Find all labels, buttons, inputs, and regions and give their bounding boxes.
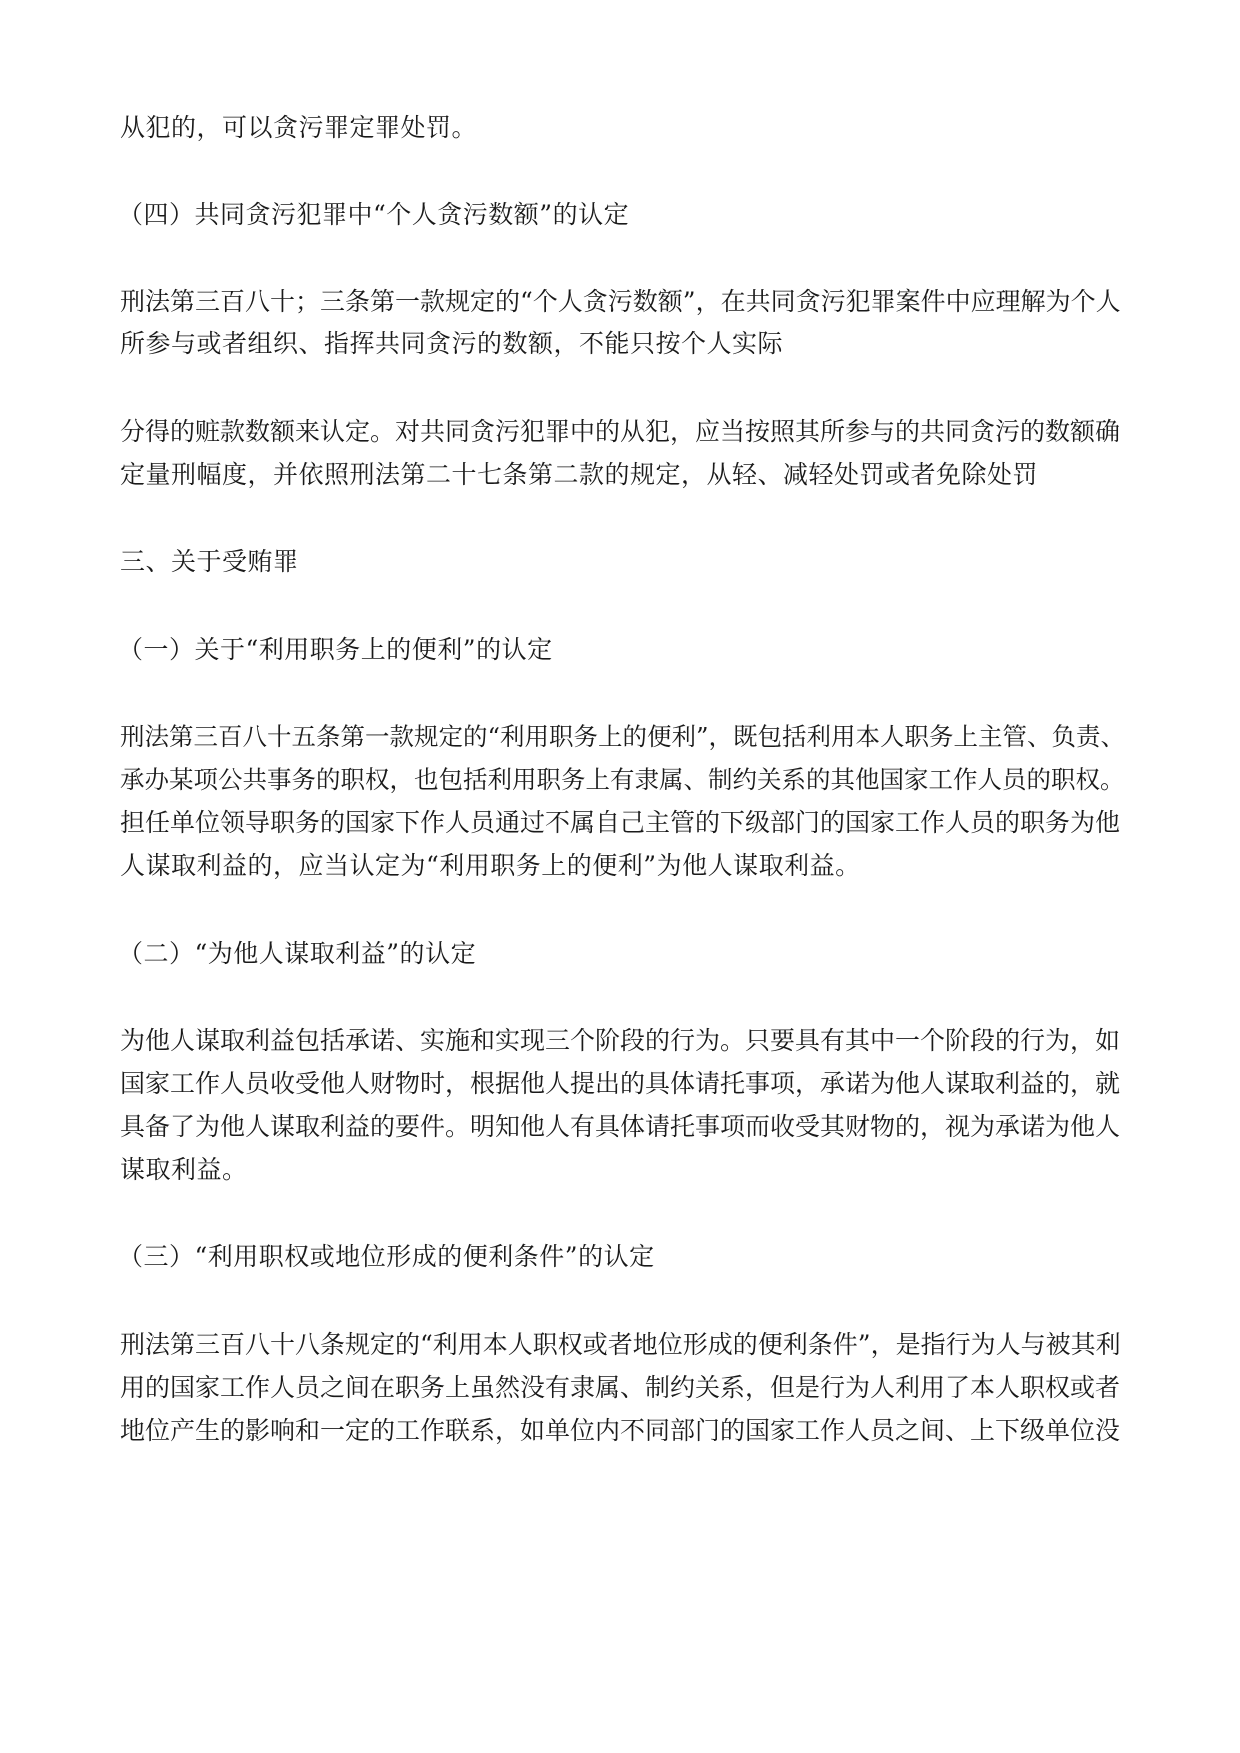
chapter-heading: 三、关于受贿罪 <box>120 547 299 576</box>
section-heading: （一）关于“利用职务上的便利”的认定 <box>118 635 553 664</box>
paragraph-line: 从犯的，可以贪污罪定罪处罚。 <box>120 113 478 142</box>
paragraph-line: 用的国家工作人员之间在职务上虽然没有隶属、制约关系，但是行为人利用了本人职权或者 <box>120 1373 1121 1402</box>
section-heading: （三）“利用职权或地位形成的便利条件”的认定 <box>118 1242 655 1271</box>
paragraph-line: 所参与或者组织、指挥共同贪污的数额，不能只按个人实际 <box>120 329 784 358</box>
paragraph-line: 具备了为他人谋取利益的要件。明知他人有具体请托事项而收受其财物的，视为承诺为他人 <box>120 1112 1121 1141</box>
paragraph-line: 刑法第三百八十八条规定的“利用本人职权或者地位形成的便利条件”，是指行为人与被其利 <box>120 1330 1121 1359</box>
paragraph-line: 谋取利益。 <box>120 1155 248 1184</box>
paragraph-line: 刑法第三百八十；三条第一款规定的“个人贪污数额”，在共同贪污犯罪案件中应理解为个人 <box>120 287 1121 316</box>
section-heading: （二）“为他人谋取利益”的认定 <box>118 939 477 968</box>
paragraph-line: 承办某项公共事务的职权，也包括利用职务上有隶属、制约关系的其他国家工作人员的职权。 <box>120 765 1125 794</box>
paragraph-line: 刑法第三百八十五条第一款规定的“利用职务上的便利”，既包括利用本人职务上主管、负责、 <box>120 722 1126 751</box>
paragraph-line: 担任单位领导职务的国家下作人员通过不属自己主管的下级部门的国家工作人员的职务为他 <box>120 808 1121 837</box>
paragraph-line: 地位产生的影响和一定的工作联系，如单位内不同部门的国家工作人员之间、上下级单位没 <box>120 1416 1121 1445</box>
paragraph-line: 分得的赃款数额来认定。对共同贪污犯罪中的从犯，应当按照其所参与的共同贪污的数额确 <box>120 417 1121 446</box>
section-heading: （四）共同贪污犯罪中“个人贪污数额”的认定 <box>118 200 630 229</box>
paragraph-line: 为他人谋取利益包括承诺、实施和实现三个阶段的行为。只要具有其中一个阶段的行为，如 <box>120 1026 1121 1055</box>
paragraph-line: 人谋取利益的，应当认定为“利用职务上的便利”为他人谋取利益。 <box>120 851 861 880</box>
paragraph-line: 定量刑幅度，并依照刑法第二十七条第二款的规定，从轻、减轻处罚或者免除处罚 <box>120 460 1039 489</box>
paragraph-line: 国家工作人员收受他人财物时，根据他人提出的具体请托事项，承诺为他人谋取利益的，就 <box>120 1069 1121 1098</box>
